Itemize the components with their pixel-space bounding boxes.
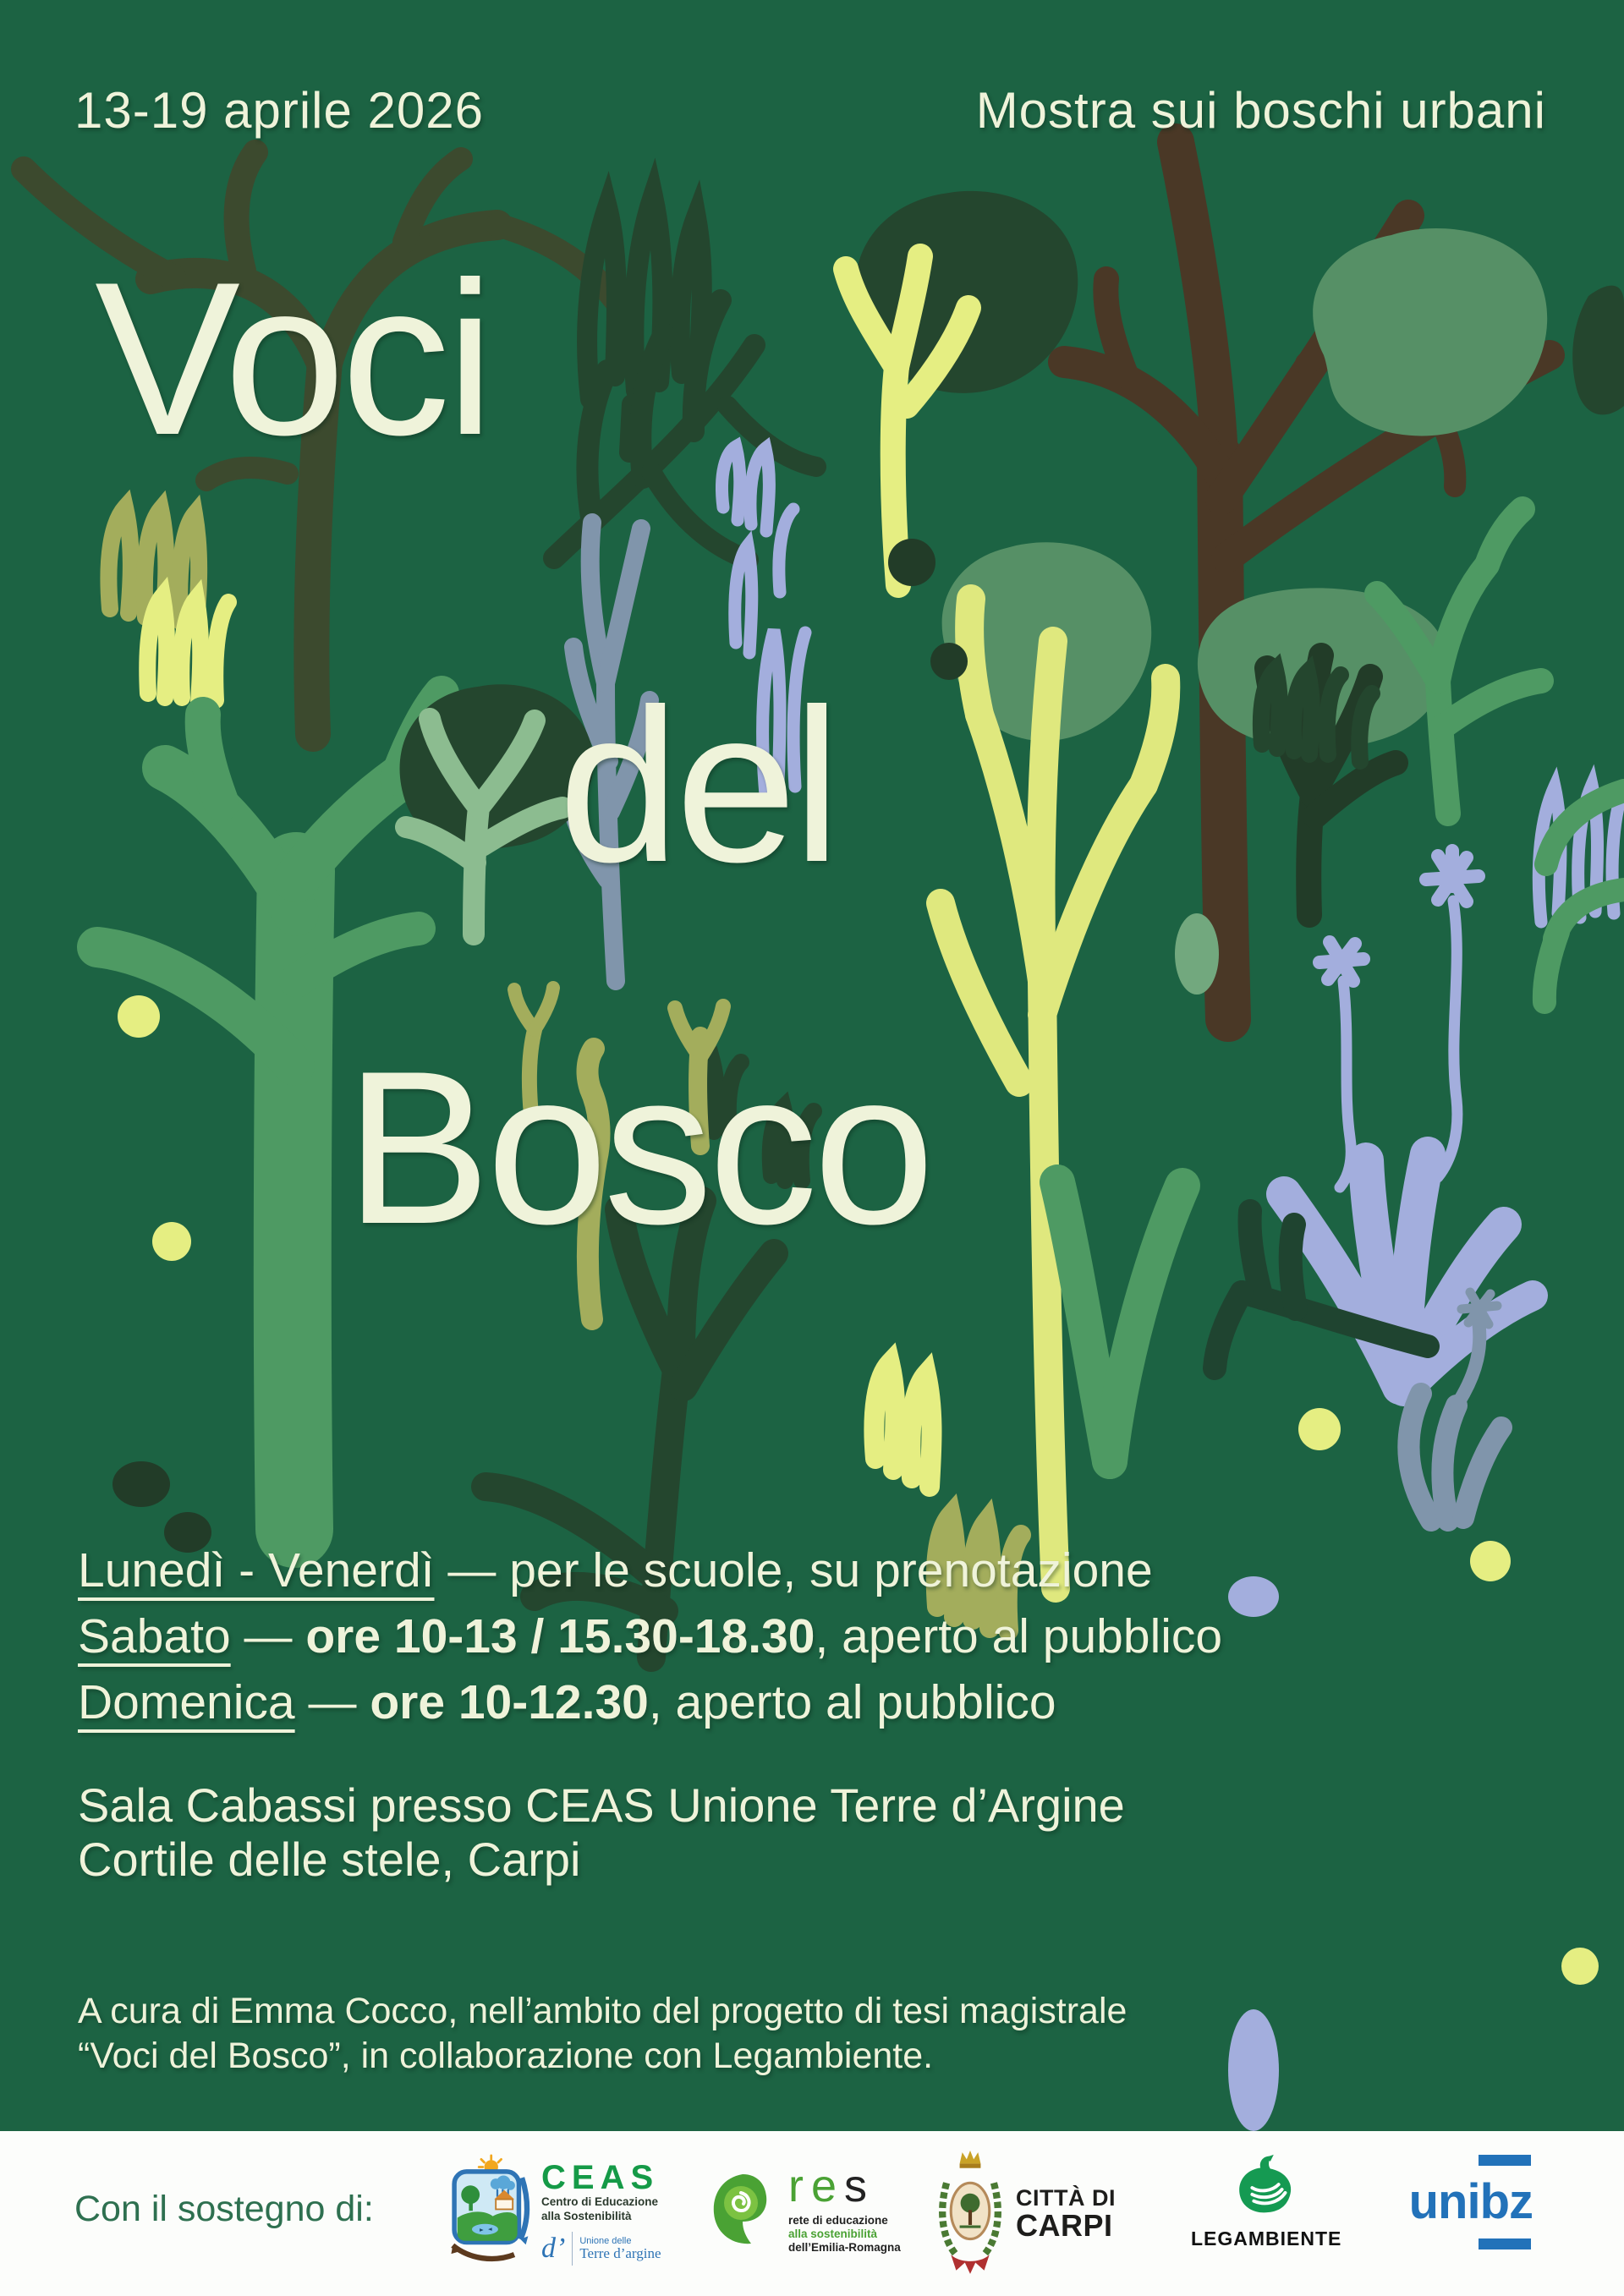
res-letter-r: r bbox=[788, 2161, 811, 2211]
schedule-row-saturday bbox=[78, 1603, 1222, 1669]
ceas-subtitle-2: alla Sostenibilità bbox=[541, 2210, 632, 2222]
partner-line-2: Terre d’argine bbox=[579, 2245, 661, 2261]
partner-line-1: Unione delle bbox=[579, 2236, 632, 2246]
unibz-top-bar bbox=[1479, 2155, 1531, 2166]
schedule-note: , aperto al pubblico bbox=[815, 1609, 1223, 1663]
dandelion-flowers-illustration bbox=[1320, 851, 1479, 1187]
schedule-day: Lunedì - Venerdì bbox=[78, 1543, 435, 1597]
wavy-leaf-illustration bbox=[1057, 1182, 1182, 1461]
support-label: Con il sostegno di: bbox=[74, 2189, 374, 2229]
ceas-logo-icon bbox=[447, 2153, 531, 2273]
res-letter-s: s bbox=[844, 2161, 875, 2211]
legambiente-name: LEGAMBIENTE bbox=[1191, 2228, 1342, 2249]
schedule-separator: — bbox=[294, 1675, 370, 1729]
title-line-bosco: Bosco bbox=[345, 1025, 931, 1269]
res-letter-e: e bbox=[810, 2161, 845, 2211]
res-logo bbox=[709, 2163, 901, 2255]
sponsors-bar bbox=[0, 2131, 1624, 2296]
title-line-voci: Voci bbox=[95, 236, 491, 480]
legambiente-logo bbox=[1191, 2151, 1341, 2250]
citta-di-carpi-logo bbox=[935, 2150, 1116, 2277]
ceas-logo bbox=[447, 2153, 661, 2273]
schedule bbox=[78, 1537, 1222, 1735]
yellow-tall-plant-illustration bbox=[941, 599, 1166, 1588]
schedule-row-sunday bbox=[78, 1669, 1222, 1735]
unibz-wordmark: unibz bbox=[1408, 2174, 1533, 2229]
unibz-logo bbox=[1406, 2155, 1533, 2249]
venue-line-2: Cortile delle stele, Carpi bbox=[78, 1833, 581, 1886]
divider bbox=[572, 2232, 573, 2266]
credit bbox=[78, 1989, 1127, 2079]
credit-line-2: “Voci del Bosco”, in collaborazione con Legambiente. bbox=[78, 2036, 934, 2076]
schedule-note: per le scuole, su prenotazione bbox=[509, 1543, 1153, 1597]
carpi-crest-icon bbox=[935, 2150, 1006, 2277]
dark-canopy-yellow-sprout-illustration bbox=[846, 191, 1078, 585]
periwinkle-plant-illustration bbox=[1284, 1154, 1533, 1391]
schedule-note: , aperto al pubblico bbox=[648, 1675, 1056, 1729]
schedule-day: Sabato bbox=[78, 1609, 231, 1663]
carpi-text-line-1: CITTÀ DI bbox=[1016, 2185, 1116, 2211]
carpi-text-line-2: CARPI bbox=[1016, 2208, 1113, 2243]
tagline: Mostra sui boschi urbani bbox=[975, 82, 1546, 139]
schedule-separator: — bbox=[434, 1543, 510, 1597]
schedule-hours: ore 10-12.30 bbox=[370, 1675, 649, 1729]
res-logo-icon bbox=[709, 2171, 776, 2247]
unibz-bottom-bar bbox=[1479, 2238, 1531, 2249]
terre-dargine-mark: d’ bbox=[541, 2233, 566, 2264]
venue bbox=[78, 1778, 1125, 1887]
schedule-row-weekdays bbox=[78, 1537, 1222, 1603]
ceas-subtitle-1: Centro di Educazione bbox=[541, 2195, 659, 2208]
legambiente-swan-icon bbox=[1229, 2151, 1303, 2226]
res-subtitle-2: alla sostenibilità bbox=[788, 2228, 878, 2240]
olive-yellow-scribbles-left-illustration bbox=[108, 507, 228, 702]
dark-edge-blob-illustration bbox=[1572, 286, 1624, 415]
title-line-del: del bbox=[558, 663, 837, 907]
venue-line-1: Sala Cabassi presso CEAS Unione Terre d’Argine bbox=[78, 1778, 1125, 1832]
credit-line-1: A cura di Emma Cocco, nell’ambito del progetto di tesi magistrale bbox=[78, 1991, 1127, 2031]
res-subtitle-1: rete di educazione bbox=[788, 2214, 888, 2227]
schedule-separator: — bbox=[230, 1609, 306, 1663]
schedule-day: Domenica bbox=[78, 1675, 295, 1729]
ceas-name: CEAS bbox=[541, 2159, 660, 2196]
schedule-hours: ore 10-13 / 15.30-18.30 bbox=[305, 1609, 815, 1663]
date-range: 13-19 aprile 2026 bbox=[74, 82, 485, 139]
res-subtitle-3: dell’Emilia-Romagna bbox=[788, 2241, 901, 2254]
